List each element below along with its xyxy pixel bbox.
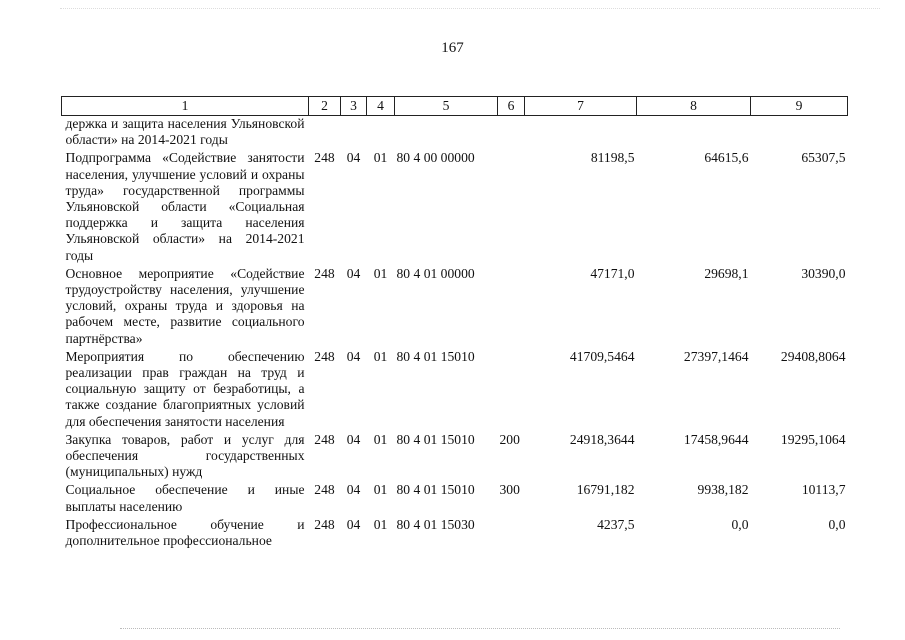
row-code-3 [341, 116, 367, 150]
header-cell-1: 1 [62, 97, 309, 116]
row-value-7 [525, 116, 637, 150]
row-code-6 [498, 116, 525, 150]
header-cell-5: 5 [395, 97, 498, 116]
row-code-2: 248 [314, 150, 335, 166]
row-code-3: 04 [346, 482, 361, 498]
row-value-7: 41709,5464 [569, 348, 635, 364]
row-value-9: 30390,0 [801, 265, 846, 281]
row-code-2: 248 [314, 265, 335, 281]
row-code-2: 248 [314, 348, 335, 364]
row-code-4: 01 [373, 348, 388, 364]
row-value-7: 81198,5 [590, 150, 635, 166]
row-name: держка и защита населения Ульяновской области» на 2014-2021 годы [65, 116, 305, 148]
row-code-2: 248 [314, 516, 335, 532]
row-code-4 [367, 116, 395, 150]
row-value-9: 29408,8064 [780, 348, 846, 364]
scan-bottom-edge [120, 628, 840, 629]
row-code-6 [498, 265, 525, 348]
row-name: Социальное обеспечение и иные выплаты населению [65, 482, 305, 514]
row-code-5: 80 4 01 15010 [396, 348, 475, 364]
table-row [62, 516, 848, 550]
row-code-6 [498, 149, 525, 264]
row-code-6 [498, 348, 525, 431]
budget-table [61, 96, 848, 550]
row-value-8: 17458,9644 [683, 431, 749, 447]
row-value-8: 64615,6 [704, 150, 749, 166]
table-row [62, 481, 848, 515]
table-row [62, 149, 848, 264]
table-row [62, 116, 848, 150]
row-value-9: 65307,5 [801, 150, 846, 166]
row-value-9: 10113,7 [801, 482, 846, 498]
row-code-4: 01 [373, 265, 388, 281]
row-code-5 [395, 116, 498, 150]
row-value-8 [637, 116, 751, 150]
row-code-3: 04 [346, 516, 361, 532]
row-code-4: 01 [373, 150, 388, 166]
header-cell-2: 2 [309, 97, 341, 116]
header-cell-6: 6 [498, 97, 525, 116]
row-code-4: 01 [373, 516, 388, 532]
row-code-6 [498, 516, 525, 550]
row-value-8: 9938,182 [697, 482, 749, 498]
row-code-2: 248 [314, 431, 335, 447]
row-value-7: 16791,182 [576, 482, 635, 498]
row-code-6: 300 [499, 482, 520, 498]
header-cell-7: 7 [525, 97, 637, 116]
row-code-3: 04 [346, 150, 361, 166]
row-code-6: 200 [499, 431, 520, 447]
row-value-7: 24918,3644 [569, 431, 635, 447]
row-value-7: 4237,5 [597, 516, 635, 532]
header-cell-4: 4 [367, 97, 395, 116]
row-code-5: 80 4 01 15010 [396, 431, 475, 447]
row-name: Профессиональное обучение и дополнительное профессиональное [65, 516, 305, 549]
row-value-7: 47171,0 [590, 265, 635, 281]
header-cell-9: 9 [751, 97, 848, 116]
row-code-2 [309, 116, 341, 150]
row-code-5: 80 4 00 00000 [396, 150, 475, 166]
row-value-8: 0,0 [731, 516, 749, 532]
header-row [62, 97, 848, 116]
table-row [62, 431, 848, 482]
row-code-2: 248 [314, 482, 335, 498]
row-value-9: 0,0 [828, 516, 846, 532]
table-header [62, 97, 848, 116]
row-code-5: 80 4 01 00000 [396, 265, 475, 281]
header-cell-8: 8 [637, 97, 751, 116]
row-code-5: 80 4 01 15010 [396, 482, 475, 498]
row-code-4: 01 [373, 431, 388, 447]
table-row [62, 265, 848, 348]
row-value-8: 29698,1 [704, 265, 749, 281]
row-code-4: 01 [373, 482, 388, 498]
scan-top-edge [60, 8, 880, 9]
row-code-5: 80 4 01 15030 [396, 516, 475, 532]
row-name: Основное мероприятие «Содействие трудоустройству населения, улучшение условий, охраны труда и здоровья на рабочем месте, развитие социального партнёрства» [65, 265, 305, 346]
table-body [62, 116, 848, 551]
row-code-3: 04 [346, 265, 361, 281]
row-value-9 [751, 116, 848, 150]
row-code-3: 04 [346, 348, 361, 364]
page-number: 167 [441, 40, 464, 56]
row-name: Подпрограмма «Содействие занятости населения, улучшение условий и охраны труда» государственной программы Ульяновской области «Социальная поддержка и защита населения Ульяновской области» на 2014-2021 годы [65, 150, 305, 263]
table-row [62, 348, 848, 431]
row-value-8: 27397,1464 [683, 348, 749, 364]
header-cell-3: 3 [341, 97, 367, 116]
row-code-3: 04 [346, 431, 361, 447]
row-name: Мероприятия по обеспечению реализации прав граждан на труд и социальную защиту от безработицы, а также создание благоприятных условий для обеспечения занятости населения [65, 348, 305, 429]
row-name: Закупка товаров, работ и услуг для обеспечения государственных (муниципальных) нужд [65, 431, 305, 480]
row-value-9: 19295,1064 [780, 431, 846, 447]
